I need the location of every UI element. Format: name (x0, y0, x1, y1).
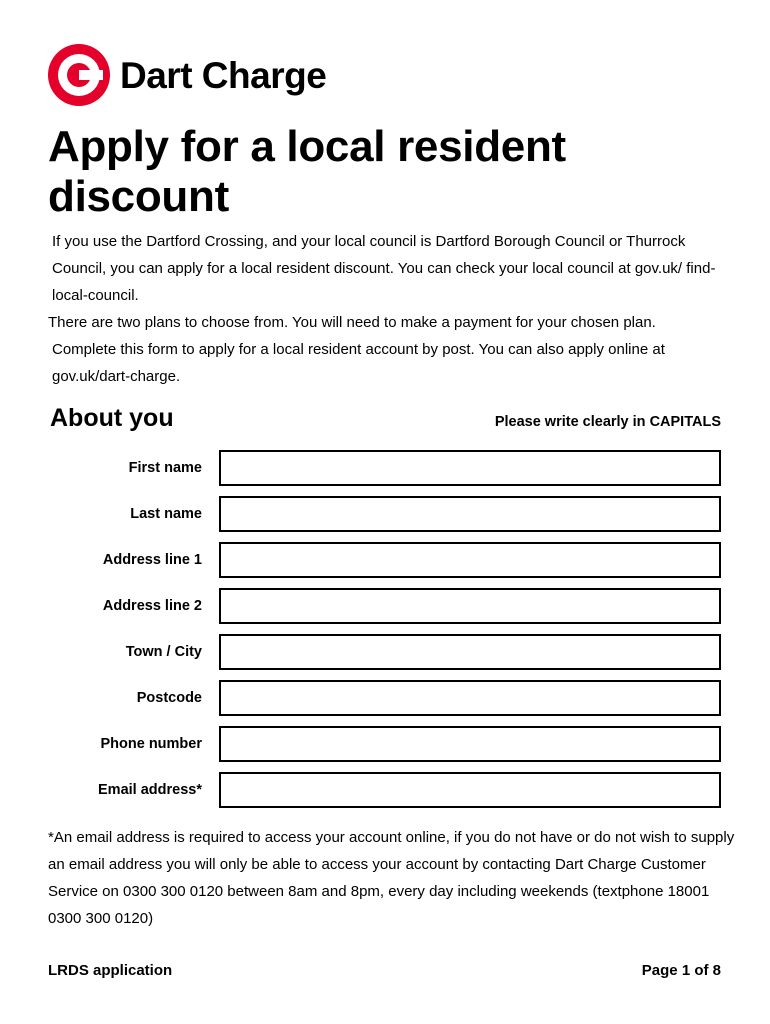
dart-charge-logo (48, 44, 326, 106)
town-city-field[interactable] (219, 634, 721, 670)
address-line-2-field[interactable] (219, 588, 721, 624)
phone-number-label: Phone number (100, 736, 202, 752)
section-heading-about-you: About you (50, 404, 174, 432)
address-line-1-label: Address line 1 (102, 552, 202, 568)
brand-name: Dart Charge (120, 54, 327, 96)
address-line-1-field[interactable] (219, 542, 721, 578)
address-line-2-label: Address line 2 (102, 598, 202, 614)
intro-paragraph-plans: There are two plans to choose from. You will need to make a payment for your chosen plan. (48, 314, 656, 331)
page-number: Page 1 of 8 (641, 962, 721, 979)
email-footnote: *An email address is required to access your account online, if you do not have or do not wish to supply an email address you will only be able to access your account by contacting Dart Charge Customer Service on 0300 300 0120 between 8am and 8pm, every day including weekends (textphone 18001 0300 300 0120) (48, 829, 735, 927)
first-name-label: First name (128, 460, 202, 476)
first-name-field[interactable] (219, 450, 721, 486)
town-city-label: Town / City (125, 644, 202, 660)
footer-form-name: LRDS application (48, 962, 173, 979)
last-name-field[interactable] (219, 496, 721, 532)
intro-text (48, 228, 738, 390)
dart-charge-c-logo-icon (48, 44, 110, 106)
last-name-label: Last name (130, 506, 202, 522)
capitals-instruction: Please write clearly in CAPITALS (494, 414, 721, 430)
phone-number-field[interactable] (219, 726, 721, 762)
postcode-label: Postcode (136, 690, 202, 706)
intro-paragraph-how-to-apply: Complete this form to apply for a local resident account by post. You can also apply online at gov.uk/dart-charge. (52, 341, 665, 385)
intro-paragraph-eligibility: If you use the Dartford Crossing, and your local council is Dartford Borough Council or Thurrock Council, you can apply for a local resident discount. You can check your local council at gov.uk/ find-local-council. (52, 233, 716, 304)
email-address-field[interactable] (219, 772, 721, 808)
email-address-label: Email address* (98, 782, 202, 798)
page-title: Apply for a local resident discount (48, 122, 566, 221)
postcode-field[interactable] (219, 680, 721, 716)
